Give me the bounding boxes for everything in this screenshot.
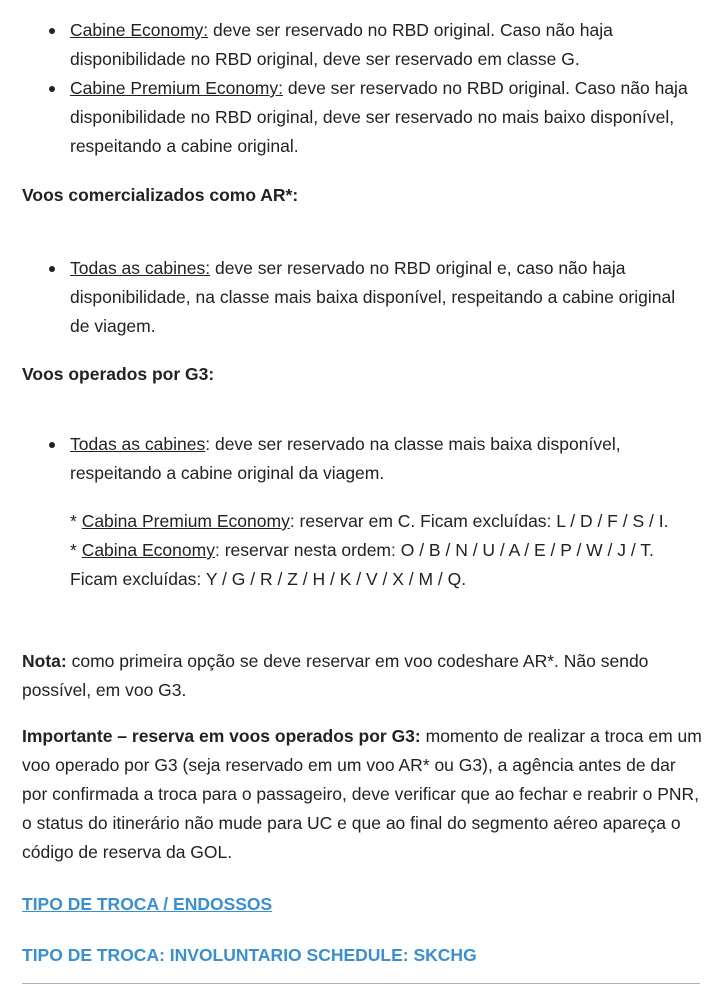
- list-item-text: deve ser reservado no RBD original. Caso não haja disponibilidade no RBD original, deve ser reservado no mais baixo disponível, respeitando a cabine original.: [70, 78, 688, 156]
- list-item-label: Cabine Economy:: [70, 20, 209, 40]
- link-tipo-de-troca-endossos[interactable]: TIPO DE TROCA / ENDOSSOS: [22, 894, 273, 914]
- note-text: como primeira opção se deve reservar em voo codeshare AR*. Não sendo possível, em voo G3.: [22, 651, 649, 700]
- list-item-label: Cabine Premium Economy:: [70, 78, 283, 98]
- important-paragraph: [22, 722, 702, 867]
- list-item-text: : deve ser reservado na classe mais baixa disponível, respeitando a cabine original da viagem.: [70, 434, 621, 483]
- important-label: Importante – reserva em voos operados por G3:: [22, 726, 421, 746]
- heading-ar-flights: Voos comercializados como AR*:: [22, 185, 299, 205]
- divider: [22, 983, 700, 984]
- sub-note-label: Cabina Economy: [81, 540, 215, 560]
- sub-note-premium: * Cabina Premium Economy: reservar em C. Ficam excluídas: L / D / F / S / I.: [70, 511, 669, 531]
- cabin-list-original: [0, 16, 690, 161]
- sub-note-text: : reservar nesta ordem: O / B / N / U / A / E / P / W / J / T. Ficam excluídas: Y / G / R / Z / H / K / V / X / M / Q.: [70, 540, 654, 589]
- sub-note-text: : reservar em C. Ficam excluídas: L / D / F / S / I.: [289, 511, 669, 531]
- list-item-label: Todas as cabines: [70, 434, 206, 454]
- cabin-list-ar: [0, 254, 690, 341]
- list-item-text: deve ser reservado no RBD original. Caso não haja disponibilidade no RBD original, deve ser reservado em classe G.: [70, 20, 613, 69]
- list-item: [0, 430, 698, 488]
- list-item-label: Todas as cabines:: [70, 258, 211, 278]
- sub-note-label: Cabina Premium Economy: [81, 511, 290, 531]
- cabin-list-g3: [0, 430, 698, 594]
- list-item-text: deve ser reservado no RBD original e, caso não haja disponibilidade, na classe mais baixa disponível, respeitando a cabine original de viagem.: [70, 258, 676, 336]
- note-label: Nota:: [22, 651, 67, 671]
- sub-note-economy: * Cabina Economy: reservar nesta ordem: O / B / N / U / A / E / P / W / J / T. Ficam excluídas: Y / G / R / Z / H / K / V / X / M / Q.: [70, 540, 654, 589]
- note-paragraph: [22, 647, 702, 705]
- list-item: [0, 254, 690, 341]
- list-item: [0, 74, 690, 161]
- important-text: momento de realizar a troca em um voo operado por G3 (seja reservado em um voo AR* ou G3), a agência antes de dar por confirmada a troca para o passageiro, deve verificar que ao fechar e reabrir o PNR, o status do itinerário não mude para UC e que ao final do segmento aéreo apareça o código de reserva da GOL.: [22, 726, 702, 862]
- heading-g3-flights: Voos operados por G3:: [22, 364, 215, 384]
- link-tipo-de-troca-involuntario[interactable]: TIPO DE TROCA: INVOLUNTARIO SCHEDULE: SKCHG: [22, 945, 477, 965]
- list-item: [0, 16, 690, 74]
